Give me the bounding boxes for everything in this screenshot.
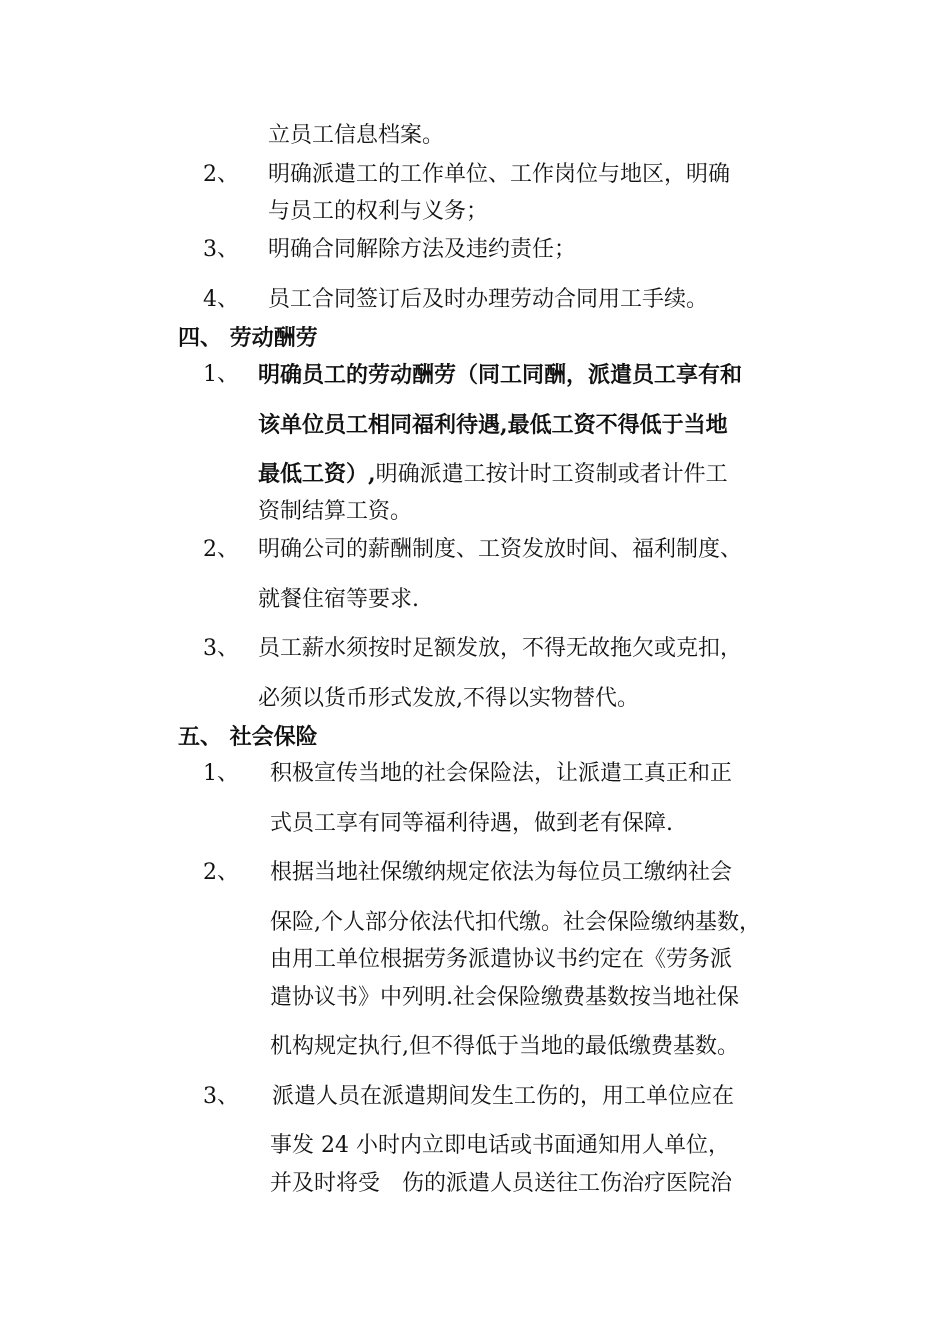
sec4-item1-line4: 资制结算工资。 [258, 499, 413, 524]
sec5-item1-number: 1、 [203, 761, 239, 786]
sec3-item4-number: 4、 [203, 287, 239, 312]
sec4-item1-line1: 明确员工的劳动酬劳（同工同酬，派遣员工享有和 [258, 362, 743, 388]
sec5-item2-line4: 遣协议书》中列明.社会保险缴费基数按当地社保 [270, 985, 739, 1010]
sec4-item1-number: 1、 [203, 362, 239, 387]
sec4-item2-line2: 就餐住宿等要求. [258, 587, 419, 612]
sec3-item2-number: 2、 [203, 162, 239, 187]
sec4-item2-line1: 明确公司的薪酬制度、工资发放时间、福利制度、 [258, 537, 743, 562]
sec4-item3-number: 3、 [203, 636, 239, 661]
sec5-item3-number: 3、 [203, 1084, 239, 1109]
sec3-continuation-line: 立员工信息档案。 [268, 123, 445, 148]
sec5-item2-number: 2、 [203, 860, 239, 885]
sec4-item1-line2: 该单位员工相同福利待遇,最低工资不得低于当地 [258, 412, 728, 438]
sec3-item3-number: 3、 [203, 237, 239, 262]
sec5-item1-line2: 式员工享有同等福利待遇，做到老有保障. [270, 811, 673, 836]
sec4-item2-number: 2、 [203, 537, 239, 562]
sec5-item3-line3: 并及时将受 伤的派遣人员送往工伤治疗医院治 [270, 1171, 733, 1196]
sec3-item2-line1: 明确派遣工的工作单位、工作岗位与地区，明确 [268, 162, 731, 187]
sec5-item3-line2: 事发 24 小时内立即电话或书面通知用人单位， [270, 1133, 730, 1158]
section-heading-compensation: 四、 劳动酬劳 [178, 325, 318, 351]
sec3-item3-line1: 明确合同解除方法及违约责任； [268, 237, 577, 262]
sec5-item2-line5: 机构规定执行,但不得低于当地的最低缴费基数。 [270, 1034, 739, 1059]
sec4-item1-line3 [258, 461, 728, 488]
section-heading-social-insurance: 五、 社会保险 [178, 724, 318, 750]
sec3-item2-line2: 与员工的权利与义务； [268, 199, 489, 224]
sec5-item3-line1: 派遣人员在派遣期间发生工伤的，用工单位应在 [272, 1084, 735, 1109]
sec5-item2-line2: 保险,个人部分依法代扣代缴。社会保险缴纳基数， [270, 910, 761, 935]
sec4-item3-line1: 员工薪水须按时足额发放，不得无故拖欠或克扣， [258, 636, 743, 661]
sec3-item4-line1: 员工合同签订后及时办理劳动合同用工手续。 [268, 287, 709, 312]
sec5-item2-line3: 由用工单位根据劳务派遣协议书约定在《劳务派 [270, 947, 733, 972]
sec5-item1-line1: 积极宣传当地的社会保险法，让派遣工真正和正 [270, 761, 733, 786]
sec4-item3-line2: 必须以货币形式发放,不得以实物替代。 [258, 686, 639, 711]
sec4-item1-line3-bold: 最低工资）, [258, 461, 376, 487]
sec4-item1-line3-rest: 明确派遣工按计时工资制或者计件工 [375, 462, 728, 487]
sec5-item2-line1: 根据当地社保缴纳规定依法为每位员工缴纳社会 [270, 860, 733, 885]
